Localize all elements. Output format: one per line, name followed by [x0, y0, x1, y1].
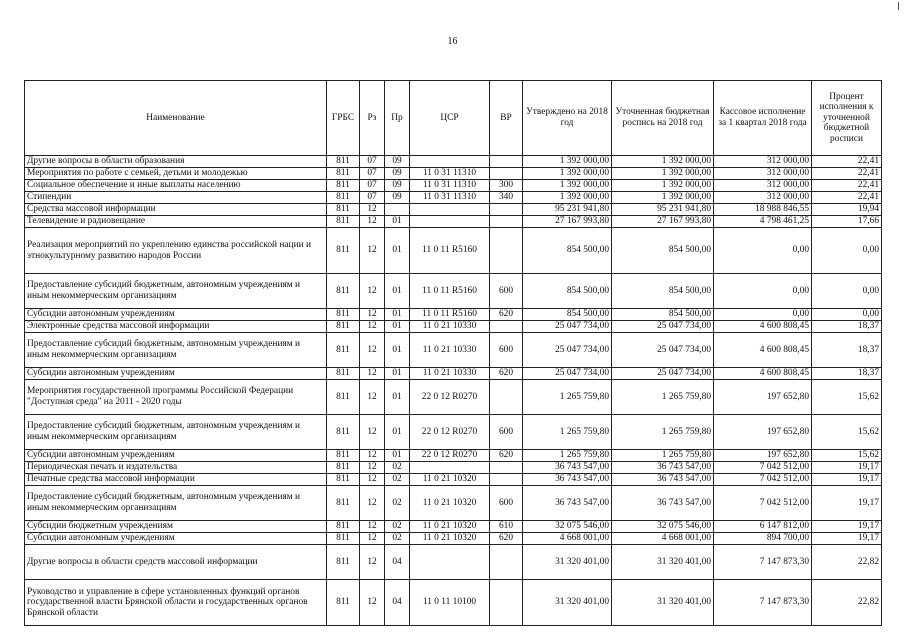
cell-vr: [490, 462, 523, 474]
table-row: [25, 380, 882, 415]
cell-csr: 11 0 31 11310: [410, 192, 490, 204]
cell-approved: 1 392 000,00: [523, 156, 612, 168]
cell-name: Электронные средства массовой информации: [25, 321, 327, 333]
cell-vr: 620: [490, 309, 523, 321]
cell-percent: 19,17: [812, 533, 882, 545]
cell-grbs: 811: [327, 380, 360, 415]
cell-csr: 11 0 21 10320: [410, 486, 490, 521]
cell-vr: 610: [490, 521, 523, 533]
cell-csr: 11 0 11 10100: [410, 580, 490, 626]
cell-percent: 17,66: [812, 216, 882, 228]
cell-grbs: 811: [327, 545, 360, 580]
cell-pr: 01: [385, 321, 410, 333]
cell-cash: 6 147 812,00: [714, 521, 812, 533]
header-percent: Процент исполнения к уточненной бюджетной росписи: [812, 81, 882, 156]
header-vr: ВР: [490, 81, 523, 156]
cell-rz: 07: [360, 192, 385, 204]
cell-rz: 12: [360, 216, 385, 228]
cell-approved: 31 320 401,00: [523, 545, 612, 580]
cell-name: Руководство и управление в сфере установленных функций органов государственной власти Брянской области и государственных органов Брянской области: [25, 580, 327, 626]
cell-refined: 1 265 759,80: [612, 380, 714, 415]
cell-approved: 25 047 734,00: [523, 333, 612, 368]
cell-name: Другие вопросы в области средств массовой информации: [25, 545, 327, 580]
cell-refined: 1 392 000,00: [612, 168, 714, 180]
header-csr: ЦСР: [410, 81, 490, 156]
table-header-row: [25, 81, 882, 156]
cell-percent: 18,37: [812, 321, 882, 333]
cell-rz: 12: [360, 521, 385, 533]
cell-csr: 11 0 11 R5160: [410, 309, 490, 321]
cell-csr: 22 0 12 R0270: [410, 415, 490, 450]
cell-csr: 11 0 31 11310: [410, 168, 490, 180]
cell-percent: 22,41: [812, 192, 882, 204]
cell-percent: 0,00: [812, 274, 882, 309]
header-pr: Пр: [385, 81, 410, 156]
cell-cash: 4 600 808,45: [714, 333, 812, 368]
cell-cash: 7 042 512,00: [714, 474, 812, 486]
cell-cash: 7 042 512,00: [714, 486, 812, 521]
cell-csr: 11 0 11 R5160: [410, 228, 490, 274]
cell-approved: 1 392 000,00: [523, 168, 612, 180]
cell-pr: 02: [385, 462, 410, 474]
cell-csr: 11 0 21 10320: [410, 533, 490, 545]
cell-percent: 22,41: [812, 156, 882, 168]
cell-percent: 18,37: [812, 333, 882, 368]
cell-pr: 09: [385, 180, 410, 192]
cell-percent: 18,37: [812, 368, 882, 380]
cell-vr: 300: [490, 180, 523, 192]
cell-approved: 95 231 941,80: [523, 204, 612, 216]
cell-name: Другие вопросы в области образования: [25, 156, 327, 168]
cell-name: Субсидии бюджетным учреждениям: [25, 521, 327, 533]
cell-rz: 12: [360, 450, 385, 462]
cell-refined: 854 500,00: [612, 309, 714, 321]
cell-vr: 600: [490, 333, 523, 368]
cell-cash: 312 000,00: [714, 180, 812, 192]
cell-cash: 197 652,80: [714, 450, 812, 462]
cell-cash: 7 147 873,30: [714, 545, 812, 580]
table-row: [25, 180, 882, 192]
header-cash: Кассовое исполнение за 1 квартал 2018 года: [714, 81, 812, 156]
cell-name: Предоставление субсидий бюджетным, автономным учреждениям и иным некоммерческим организациям: [25, 415, 327, 450]
cell-name: Телевидение и радиовещание: [25, 216, 327, 228]
table-row: [25, 450, 882, 462]
cell-approved: 25 047 734,00: [523, 368, 612, 380]
budget-table: [24, 80, 882, 626]
cell-rz: 12: [360, 580, 385, 626]
cell-approved: 36 743 547,00: [523, 474, 612, 486]
cell-refined: 27 167 993,80: [612, 216, 714, 228]
cell-rz: 12: [360, 204, 385, 216]
cell-pr: 01: [385, 274, 410, 309]
cell-pr: 02: [385, 533, 410, 545]
cell-name: Мероприятия государственной программы Российской Федерации "Доступная среда" на 2011 - 2020 годы: [25, 380, 327, 415]
cell-grbs: 811: [327, 192, 360, 204]
cell-csr: [410, 204, 490, 216]
cell-cash: 312 000,00: [714, 168, 812, 180]
cell-pr: 01: [385, 450, 410, 462]
table-row: [25, 309, 882, 321]
table-row: [25, 533, 882, 545]
cell-name: Предоставление субсидий бюджетным, автономным учреждениям и иным некоммерческим организациям: [25, 486, 327, 521]
cell-pr: 02: [385, 486, 410, 521]
cell-grbs: 811: [327, 474, 360, 486]
cell-rz: 12: [360, 462, 385, 474]
cell-approved: 854 500,00: [523, 274, 612, 309]
corner-mark: [898, 2, 899, 10]
cell-grbs: 811: [327, 462, 360, 474]
cell-pr: 02: [385, 474, 410, 486]
cell-rz: 12: [360, 474, 385, 486]
table-row: [25, 368, 882, 380]
cell-cash: 312 000,00: [714, 156, 812, 168]
header-rz: Рз: [360, 81, 385, 156]
cell-refined: 1 392 000,00: [612, 156, 714, 168]
cell-pr: 02: [385, 521, 410, 533]
cell-rz: 12: [360, 533, 385, 545]
table-row: [25, 462, 882, 474]
cell-percent: 0,00: [812, 228, 882, 274]
cell-cash: 4 798 461,25: [714, 216, 812, 228]
cell-grbs: 811: [327, 156, 360, 168]
cell-grbs: 811: [327, 486, 360, 521]
cell-csr: [410, 545, 490, 580]
cell-refined: 36 743 547,00: [612, 474, 714, 486]
cell-pr: 01: [385, 228, 410, 274]
cell-csr: 11 0 21 10330: [410, 333, 490, 368]
cell-percent: 22,41: [812, 180, 882, 192]
table-row: [25, 545, 882, 580]
cell-cash: 197 652,80: [714, 415, 812, 450]
cell-grbs: 811: [327, 333, 360, 368]
cell-csr: [410, 462, 490, 474]
cell-csr: [410, 216, 490, 228]
cell-pr: [385, 204, 410, 216]
cell-csr: [410, 156, 490, 168]
cell-name: Предоставление субсидий бюджетным, автономным учреждениям и иным некоммерческим организациям: [25, 333, 327, 368]
cell-pr: 01: [385, 415, 410, 450]
table-row: [25, 521, 882, 533]
cell-vr: 600: [490, 274, 523, 309]
cell-name: Периодическая печать и издательства: [25, 462, 327, 474]
table-row: [25, 321, 882, 333]
header-name: Наименование: [25, 81, 327, 156]
cell-pr: 09: [385, 192, 410, 204]
table-row: [25, 474, 882, 486]
header-grbs: ГРБС: [327, 81, 360, 156]
cell-rz: 07: [360, 168, 385, 180]
cell-approved: 31 320 401,00: [523, 580, 612, 626]
cell-cash: 197 652,80: [714, 380, 812, 415]
cell-refined: 32 075 546,00: [612, 521, 714, 533]
cell-approved: 32 075 546,00: [523, 521, 612, 533]
cell-rz: 12: [360, 545, 385, 580]
cell-refined: 854 500,00: [612, 228, 714, 274]
cell-percent: 19,17: [812, 462, 882, 474]
table-row: [25, 192, 882, 204]
cell-refined: 95 231 941,80: [612, 204, 714, 216]
cell-rz: 12: [360, 380, 385, 415]
cell-cash: 312 000,00: [714, 192, 812, 204]
cell-approved: 25 047 734,00: [523, 321, 612, 333]
cell-grbs: 811: [327, 321, 360, 333]
cell-vr: 600: [490, 415, 523, 450]
cell-percent: 22,82: [812, 580, 882, 626]
table-row: [25, 486, 882, 521]
cell-cash: 0,00: [714, 309, 812, 321]
cell-refined: 25 047 734,00: [612, 368, 714, 380]
table-row: [25, 216, 882, 228]
cell-vr: [490, 321, 523, 333]
cell-refined: 1 392 000,00: [612, 192, 714, 204]
cell-refined: 4 668 001,00: [612, 533, 714, 545]
table-row: [25, 333, 882, 368]
cell-vr: [490, 380, 523, 415]
cell-csr: 11 0 11 R5160: [410, 274, 490, 309]
cell-percent: 19,17: [812, 521, 882, 533]
cell-pr: 04: [385, 545, 410, 580]
cell-pr: 09: [385, 156, 410, 168]
table-row: [25, 204, 882, 216]
cell-csr: 22 0 12 R0270: [410, 380, 490, 415]
cell-vr: 620: [490, 368, 523, 380]
cell-approved: 36 743 547,00: [523, 462, 612, 474]
cell-vr: [490, 580, 523, 626]
page-number: 16: [447, 36, 458, 47]
cell-vr: [490, 156, 523, 168]
cell-csr: 11 0 21 10320: [410, 474, 490, 486]
cell-approved: 1 392 000,00: [523, 180, 612, 192]
cell-grbs: 811: [327, 216, 360, 228]
cell-cash: 18 988 846,55: [714, 204, 812, 216]
cell-approved: 4 668 001,00: [523, 533, 612, 545]
cell-cash: 4 600 808,45: [714, 321, 812, 333]
cell-name: Средства массовой информации: [25, 204, 327, 216]
cell-cash: 0,00: [714, 228, 812, 274]
cell-grbs: 811: [327, 228, 360, 274]
cell-name: Реализация мероприятий по укреплению единства российской нации и этнокультурному развитию народов России: [25, 228, 327, 274]
cell-pr: 01: [385, 216, 410, 228]
cell-approved: 36 743 547,00: [523, 486, 612, 521]
cell-grbs: 811: [327, 415, 360, 450]
cell-csr: 11 0 21 10320: [410, 521, 490, 533]
cell-percent: 15,62: [812, 415, 882, 450]
cell-pr: 04: [385, 580, 410, 626]
cell-grbs: 811: [327, 274, 360, 309]
cell-refined: 31 320 401,00: [612, 580, 714, 626]
cell-cash: 4 600 808,45: [714, 368, 812, 380]
cell-vr: [490, 474, 523, 486]
cell-csr: 11 0 21 10330: [410, 368, 490, 380]
cell-name: Субсидии автономным учреждениям: [25, 368, 327, 380]
table-row: [25, 228, 882, 274]
cell-refined: 1 265 759,80: [612, 415, 714, 450]
cell-pr: 09: [385, 168, 410, 180]
cell-rz: 12: [360, 415, 385, 450]
cell-cash: 894 700,00: [714, 533, 812, 545]
table-row: [25, 274, 882, 309]
cell-vr: 600: [490, 486, 523, 521]
cell-vr: [490, 216, 523, 228]
cell-percent: 19,17: [812, 486, 882, 521]
cell-csr: 22 0 12 R0270: [410, 450, 490, 462]
cell-vr: [490, 204, 523, 216]
cell-refined: 1 265 759,80: [612, 450, 714, 462]
cell-approved: 1 265 759,80: [523, 415, 612, 450]
cell-rz: 12: [360, 309, 385, 321]
cell-refined: 1 392 000,00: [612, 180, 714, 192]
cell-csr: 11 0 21 10330: [410, 321, 490, 333]
cell-percent: 0,00: [812, 309, 882, 321]
cell-csr: 11 0 31 11310: [410, 180, 490, 192]
cell-vr: [490, 545, 523, 580]
cell-percent: 15,62: [812, 450, 882, 462]
cell-pr: 01: [385, 380, 410, 415]
table-row: [25, 580, 882, 626]
cell-approved: 1 265 759,80: [523, 450, 612, 462]
cell-name: Субсидии автономным учреждениям: [25, 450, 327, 462]
cell-pr: 01: [385, 368, 410, 380]
cell-refined: 854 500,00: [612, 274, 714, 309]
cell-approved: 854 500,00: [523, 309, 612, 321]
cell-refined: 36 743 547,00: [612, 486, 714, 521]
header-approved: Утверждено на 2018 год: [523, 81, 612, 156]
cell-pr: 01: [385, 333, 410, 368]
cell-pr: 01: [385, 309, 410, 321]
cell-percent: 19,17: [812, 474, 882, 486]
cell-refined: 31 320 401,00: [612, 545, 714, 580]
cell-name: Предоставление субсидий бюджетным, автономным учреждениям и иным некоммерческим организациям: [25, 274, 327, 309]
cell-rz: 07: [360, 156, 385, 168]
cell-vr: [490, 168, 523, 180]
cell-refined: 25 047 734,00: [612, 321, 714, 333]
cell-grbs: 811: [327, 309, 360, 321]
cell-approved: 1 265 759,80: [523, 380, 612, 415]
cell-approved: 1 392 000,00: [523, 192, 612, 204]
cell-name: Субсидии автономным учреждениям: [25, 533, 327, 545]
cell-vr: 620: [490, 450, 523, 462]
cell-grbs: 811: [327, 368, 360, 380]
cell-percent: 22,41: [812, 168, 882, 180]
cell-rz: 12: [360, 368, 385, 380]
cell-cash: 0,00: [714, 274, 812, 309]
cell-percent: 19,94: [812, 204, 882, 216]
cell-rz: 12: [360, 333, 385, 368]
cell-percent: 15,62: [812, 380, 882, 415]
cell-rz: 12: [360, 228, 385, 274]
cell-rz: 12: [360, 321, 385, 333]
cell-approved: 27 167 993,80: [523, 216, 612, 228]
table-row: [25, 156, 882, 168]
header-refined: Уточненная бюджетная роспись на 2018 год: [612, 81, 714, 156]
cell-name: Социальное обеспечение и иные выплаты населению: [25, 180, 327, 192]
cell-cash: 7 147 873,30: [714, 580, 812, 626]
table-row: [25, 168, 882, 180]
cell-rz: 07: [360, 180, 385, 192]
cell-name: Мероприятия по работе с семьей, детьми и молодежью: [25, 168, 327, 180]
cell-grbs: 811: [327, 533, 360, 545]
cell-approved: 854 500,00: [523, 228, 612, 274]
cell-grbs: 811: [327, 168, 360, 180]
cell-grbs: 811: [327, 204, 360, 216]
cell-vr: 620: [490, 533, 523, 545]
cell-vr: 340: [490, 192, 523, 204]
cell-grbs: 811: [327, 580, 360, 626]
cell-cash: 7 042 512,00: [714, 462, 812, 474]
table-row: [25, 415, 882, 450]
cell-vr: [490, 228, 523, 274]
cell-name: Печатные средства массовой информации: [25, 474, 327, 486]
cell-grbs: 811: [327, 180, 360, 192]
cell-rz: 12: [360, 274, 385, 309]
cell-percent: 22,82: [812, 545, 882, 580]
cell-name: Стипендии: [25, 192, 327, 204]
cell-refined: 36 743 547,00: [612, 462, 714, 474]
cell-name: Субсидии автономным учреждениям: [25, 309, 327, 321]
cell-grbs: 811: [327, 450, 360, 462]
cell-rz: 12: [360, 486, 385, 521]
cell-refined: 25 047 734,00: [612, 333, 714, 368]
cell-grbs: 811: [327, 521, 360, 533]
